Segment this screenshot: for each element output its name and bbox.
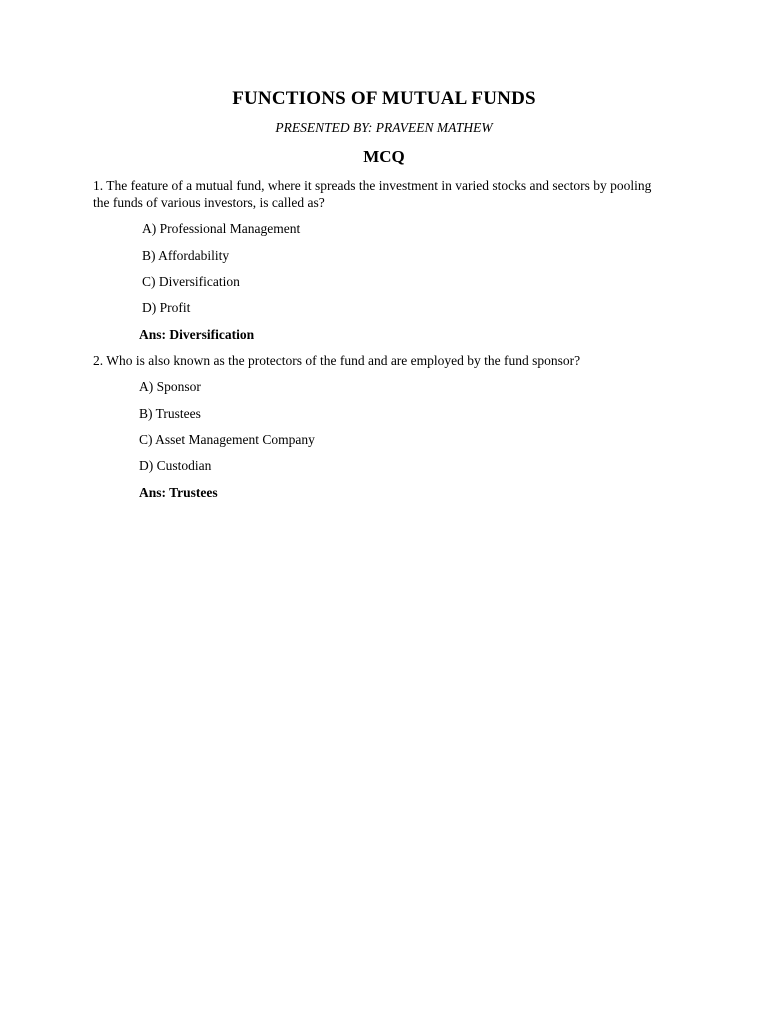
question-2-option-a: A) Sponsor [139,379,201,394]
question-1-answer: Ans: Diversification [139,327,255,342]
section-heading: MCQ [363,147,405,166]
question-1-option-a: A) Professional Management [142,221,301,236]
question-2-option-b: B) Trustees [139,406,201,421]
question-2-option-d: D) Custodian [139,458,212,473]
question-2-answer: Ans: Trustees [139,485,218,500]
question-1-option-d: D) Profit [142,300,191,315]
question-2-option-c: C) Asset Management Company [139,432,315,447]
presenter-line: PRESENTED BY: PRAVEEN MATHEW [275,120,493,135]
document-title: FUNCTIONS OF MUTUAL FUNDS [232,88,536,109]
question-1-option-b: B) Affordability [142,248,230,263]
question-2-text: 2. Who is also known as the protectors of the fund and are employed by the fund sponsor? [93,353,581,368]
question-1-option-c: C) Diversification [142,274,240,289]
question-1-text: 1. The feature of a mutual fund, where it spreads the investment in varied stocks and sectors by pooling the funds of various investors, is called as? [93,178,652,210]
